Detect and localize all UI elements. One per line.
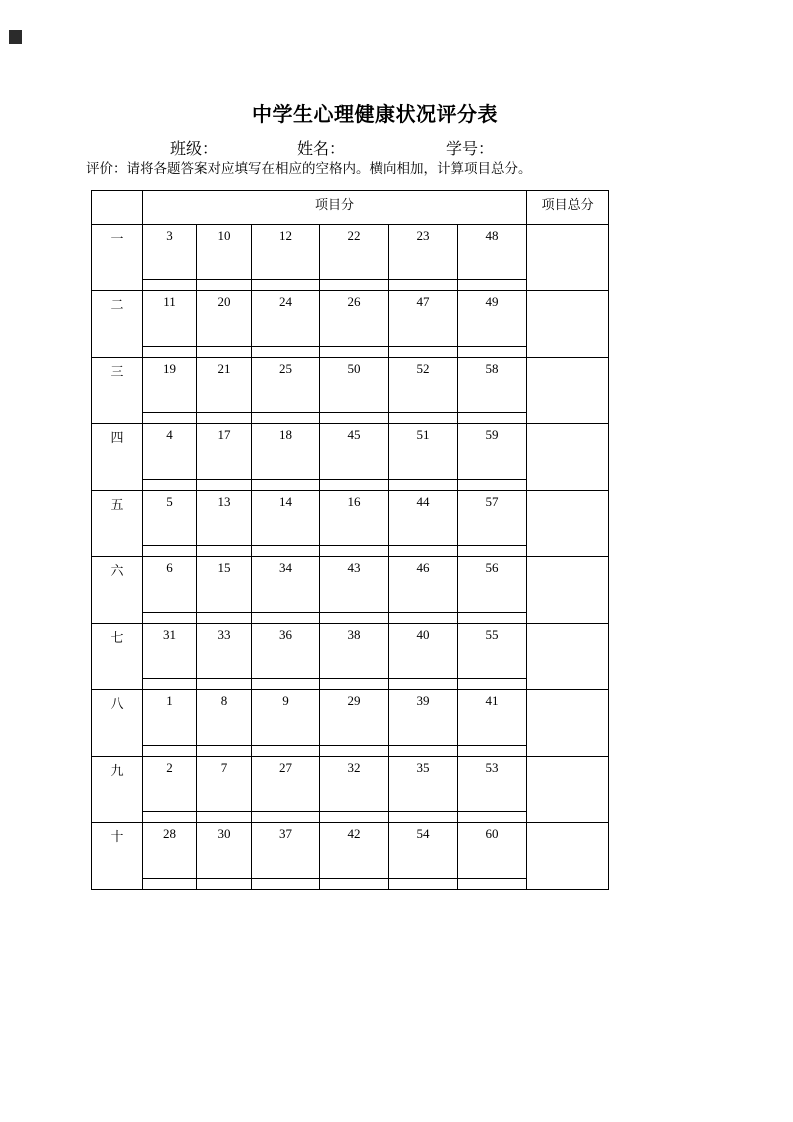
question-number-cell: 19 xyxy=(143,357,197,412)
question-number-cell: 13 xyxy=(197,490,252,545)
answer-blank-cell[interactable] xyxy=(252,679,320,690)
score-table xyxy=(91,190,609,890)
question-number-cell: 43 xyxy=(320,557,389,612)
answer-blank-cell[interactable] xyxy=(458,479,527,490)
question-number-cell: 55 xyxy=(458,623,527,678)
answer-blank-cell[interactable] xyxy=(197,479,252,490)
question-number-cell: 30 xyxy=(197,823,252,878)
question-number-cell: 42 xyxy=(320,823,389,878)
answer-blank-cell[interactable] xyxy=(197,280,252,291)
row-label-cell: 六 xyxy=(92,557,143,623)
row-label-cell: 四 xyxy=(92,424,143,490)
answer-blank-cell[interactable] xyxy=(143,812,197,823)
score-row xyxy=(92,225,609,280)
score-row xyxy=(92,424,609,479)
answer-blank-cell[interactable] xyxy=(458,745,527,756)
header-corner-cell xyxy=(92,191,143,225)
row-label-cell: 十 xyxy=(92,823,143,890)
question-number-cell: 18 xyxy=(252,424,320,479)
question-number-cell: 50 xyxy=(320,357,389,412)
question-number-cell: 31 xyxy=(143,623,197,678)
answer-blank-cell[interactable] xyxy=(252,546,320,557)
answer-blank-cell[interactable] xyxy=(389,679,458,690)
item-total-blank-cell[interactable] xyxy=(527,225,609,291)
answer-blank-cell[interactable] xyxy=(458,812,527,823)
item-total-blank-cell[interactable] xyxy=(527,756,609,822)
answer-blank-cell[interactable] xyxy=(389,280,458,291)
answer-blank-cell[interactable] xyxy=(143,546,197,557)
answer-blank-cell[interactable] xyxy=(320,812,389,823)
question-number-cell: 51 xyxy=(389,424,458,479)
answer-blank-cell[interactable] xyxy=(320,346,389,357)
answer-blank-cell[interactable] xyxy=(389,878,458,889)
item-total-blank-cell[interactable] xyxy=(527,823,609,890)
question-number-cell: 58 xyxy=(458,357,527,412)
header-item-total-cell: 项目总分 xyxy=(527,191,609,225)
answer-blank-cell[interactable] xyxy=(143,612,197,623)
question-number-cell: 39 xyxy=(389,690,458,745)
instruction-text: 评价：请将各题答案对应填写在相应的空格内。横向相加，计算项目总分。 xyxy=(86,161,532,176)
answer-blank-cell[interactable] xyxy=(320,679,389,690)
answer-blank-cell[interactable] xyxy=(143,679,197,690)
question-number-cell: 40 xyxy=(389,623,458,678)
question-number-cell: 44 xyxy=(389,490,458,545)
answer-blank-cell[interactable] xyxy=(197,679,252,690)
answer-blank-cell[interactable] xyxy=(320,280,389,291)
answer-blank-cell[interactable] xyxy=(458,346,527,357)
answer-blank-cell[interactable] xyxy=(252,413,320,424)
row-label-cell: 五 xyxy=(92,490,143,556)
answer-blank-cell[interactable] xyxy=(143,745,197,756)
question-number-cell: 56 xyxy=(458,557,527,612)
answer-blank-cell[interactable] xyxy=(458,612,527,623)
student-id-field-label: 学号： xyxy=(446,141,495,158)
question-number-cell: 45 xyxy=(320,424,389,479)
answer-blank-cell[interactable] xyxy=(389,745,458,756)
question-number-cell: 10 xyxy=(197,225,252,280)
answer-blank-cell[interactable] xyxy=(389,612,458,623)
table-header-row xyxy=(92,191,609,225)
question-number-cell: 28 xyxy=(143,823,197,878)
score-row xyxy=(92,623,609,678)
question-number-cell: 14 xyxy=(252,490,320,545)
item-total-blank-cell[interactable] xyxy=(527,291,609,357)
question-number-cell: 52 xyxy=(389,357,458,412)
answer-blank-cell[interactable] xyxy=(143,346,197,357)
question-number-cell: 38 xyxy=(320,623,389,678)
question-number-cell: 53 xyxy=(458,756,527,811)
question-number-cell: 24 xyxy=(252,291,320,346)
answer-blank-cell[interactable] xyxy=(197,413,252,424)
answer-blank-cell[interactable] xyxy=(389,413,458,424)
answer-blank-cell[interactable] xyxy=(389,812,458,823)
answer-blank-cell[interactable] xyxy=(143,280,197,291)
question-number-cell: 49 xyxy=(458,291,527,346)
score-row xyxy=(92,490,609,545)
answer-blank-cell[interactable] xyxy=(252,346,320,357)
answer-blank-cell[interactable] xyxy=(252,280,320,291)
answer-blank-cell[interactable] xyxy=(197,745,252,756)
answer-blank-cell[interactable] xyxy=(143,479,197,490)
answer-blank-cell[interactable] xyxy=(458,546,527,557)
answer-blank-cell[interactable] xyxy=(197,612,252,623)
question-number-cell: 9 xyxy=(252,690,320,745)
question-number-cell: 46 xyxy=(389,557,458,612)
question-number-cell: 4 xyxy=(143,424,197,479)
question-number-cell: 21 xyxy=(197,357,252,412)
question-number-cell: 41 xyxy=(458,690,527,745)
page-title: 中学生心理健康状况评分表 xyxy=(252,104,498,126)
row-label-cell: 七 xyxy=(92,623,143,689)
answer-blank-cell[interactable] xyxy=(143,878,197,889)
header-item-scores-cell: 项目分 xyxy=(143,191,527,225)
answer-blank-cell[interactable] xyxy=(320,612,389,623)
question-number-cell: 54 xyxy=(389,823,458,878)
score-row xyxy=(92,557,609,612)
question-number-cell: 15 xyxy=(197,557,252,612)
question-number-cell: 33 xyxy=(197,623,252,678)
answer-blank-cell[interactable] xyxy=(252,745,320,756)
question-number-cell: 37 xyxy=(252,823,320,878)
answer-blank-cell[interactable] xyxy=(252,878,320,889)
answer-blank-cell[interactable] xyxy=(252,812,320,823)
question-number-cell: 7 xyxy=(197,756,252,811)
answer-blank-cell[interactable] xyxy=(458,878,527,889)
item-total-blank-cell[interactable] xyxy=(527,424,609,490)
answer-blank-cell[interactable] xyxy=(320,878,389,889)
item-total-blank-cell[interactable] xyxy=(527,357,609,423)
item-total-blank-cell[interactable] xyxy=(527,623,609,689)
question-number-cell: 20 xyxy=(197,291,252,346)
row-label-cell: 二 xyxy=(92,291,143,357)
question-number-cell: 8 xyxy=(197,690,252,745)
question-number-cell: 48 xyxy=(458,225,527,280)
question-number-cell: 2 xyxy=(143,756,197,811)
question-number-cell: 11 xyxy=(143,291,197,346)
score-row xyxy=(92,690,609,745)
question-number-cell: 23 xyxy=(389,225,458,280)
name-field-label: 姓名： xyxy=(297,141,346,158)
question-number-cell: 6 xyxy=(143,557,197,612)
question-number-cell: 29 xyxy=(320,690,389,745)
question-number-cell: 26 xyxy=(320,291,389,346)
answer-blank-cell[interactable] xyxy=(389,346,458,357)
answer-blank-cell[interactable] xyxy=(197,346,252,357)
question-number-cell: 22 xyxy=(320,225,389,280)
class-field-label: 班级： xyxy=(170,141,219,158)
answer-blank-cell[interactable] xyxy=(197,546,252,557)
question-number-cell: 34 xyxy=(252,557,320,612)
question-number-cell: 35 xyxy=(389,756,458,811)
answer-blank-cell[interactable] xyxy=(458,679,527,690)
row-label-cell: 一 xyxy=(92,225,143,291)
score-row xyxy=(92,756,609,811)
question-number-cell: 17 xyxy=(197,424,252,479)
question-number-cell: 1 xyxy=(143,690,197,745)
item-total-blank-cell[interactable] xyxy=(527,490,609,556)
item-total-blank-cell[interactable] xyxy=(527,557,609,623)
score-row xyxy=(92,357,609,412)
question-number-cell: 60 xyxy=(458,823,527,878)
answer-blank-cell[interactable] xyxy=(320,745,389,756)
answer-blank-cell[interactable] xyxy=(458,413,527,424)
answer-blank-cell[interactable] xyxy=(389,546,458,557)
answer-blank-cell[interactable] xyxy=(320,479,389,490)
answer-blank-cell[interactable] xyxy=(197,878,252,889)
question-number-cell: 36 xyxy=(252,623,320,678)
answer-blank-cell[interactable] xyxy=(320,413,389,424)
question-number-cell: 32 xyxy=(320,756,389,811)
answer-blank-cell[interactable] xyxy=(320,546,389,557)
item-total-blank-cell[interactable] xyxy=(527,690,609,756)
score-row xyxy=(92,291,609,346)
question-number-cell: 16 xyxy=(320,490,389,545)
answer-blank-cell[interactable] xyxy=(252,612,320,623)
question-number-cell: 25 xyxy=(252,357,320,412)
score-row xyxy=(92,823,609,878)
print-artifact-mark xyxy=(9,30,22,44)
row-label-cell: 八 xyxy=(92,690,143,756)
question-number-cell: 3 xyxy=(143,225,197,280)
question-number-cell: 12 xyxy=(252,225,320,280)
question-number-cell: 27 xyxy=(252,756,320,811)
row-label-cell: 九 xyxy=(92,756,143,822)
answer-blank-cell[interactable] xyxy=(252,479,320,490)
answer-blank-cell[interactable] xyxy=(458,280,527,291)
answer-blank-cell[interactable] xyxy=(389,479,458,490)
question-number-cell: 47 xyxy=(389,291,458,346)
question-number-cell: 59 xyxy=(458,424,527,479)
question-number-cell: 57 xyxy=(458,490,527,545)
row-label-cell: 三 xyxy=(92,357,143,423)
answer-blank-cell[interactable] xyxy=(197,812,252,823)
answer-blank-cell[interactable] xyxy=(143,413,197,424)
question-number-cell: 5 xyxy=(143,490,197,545)
